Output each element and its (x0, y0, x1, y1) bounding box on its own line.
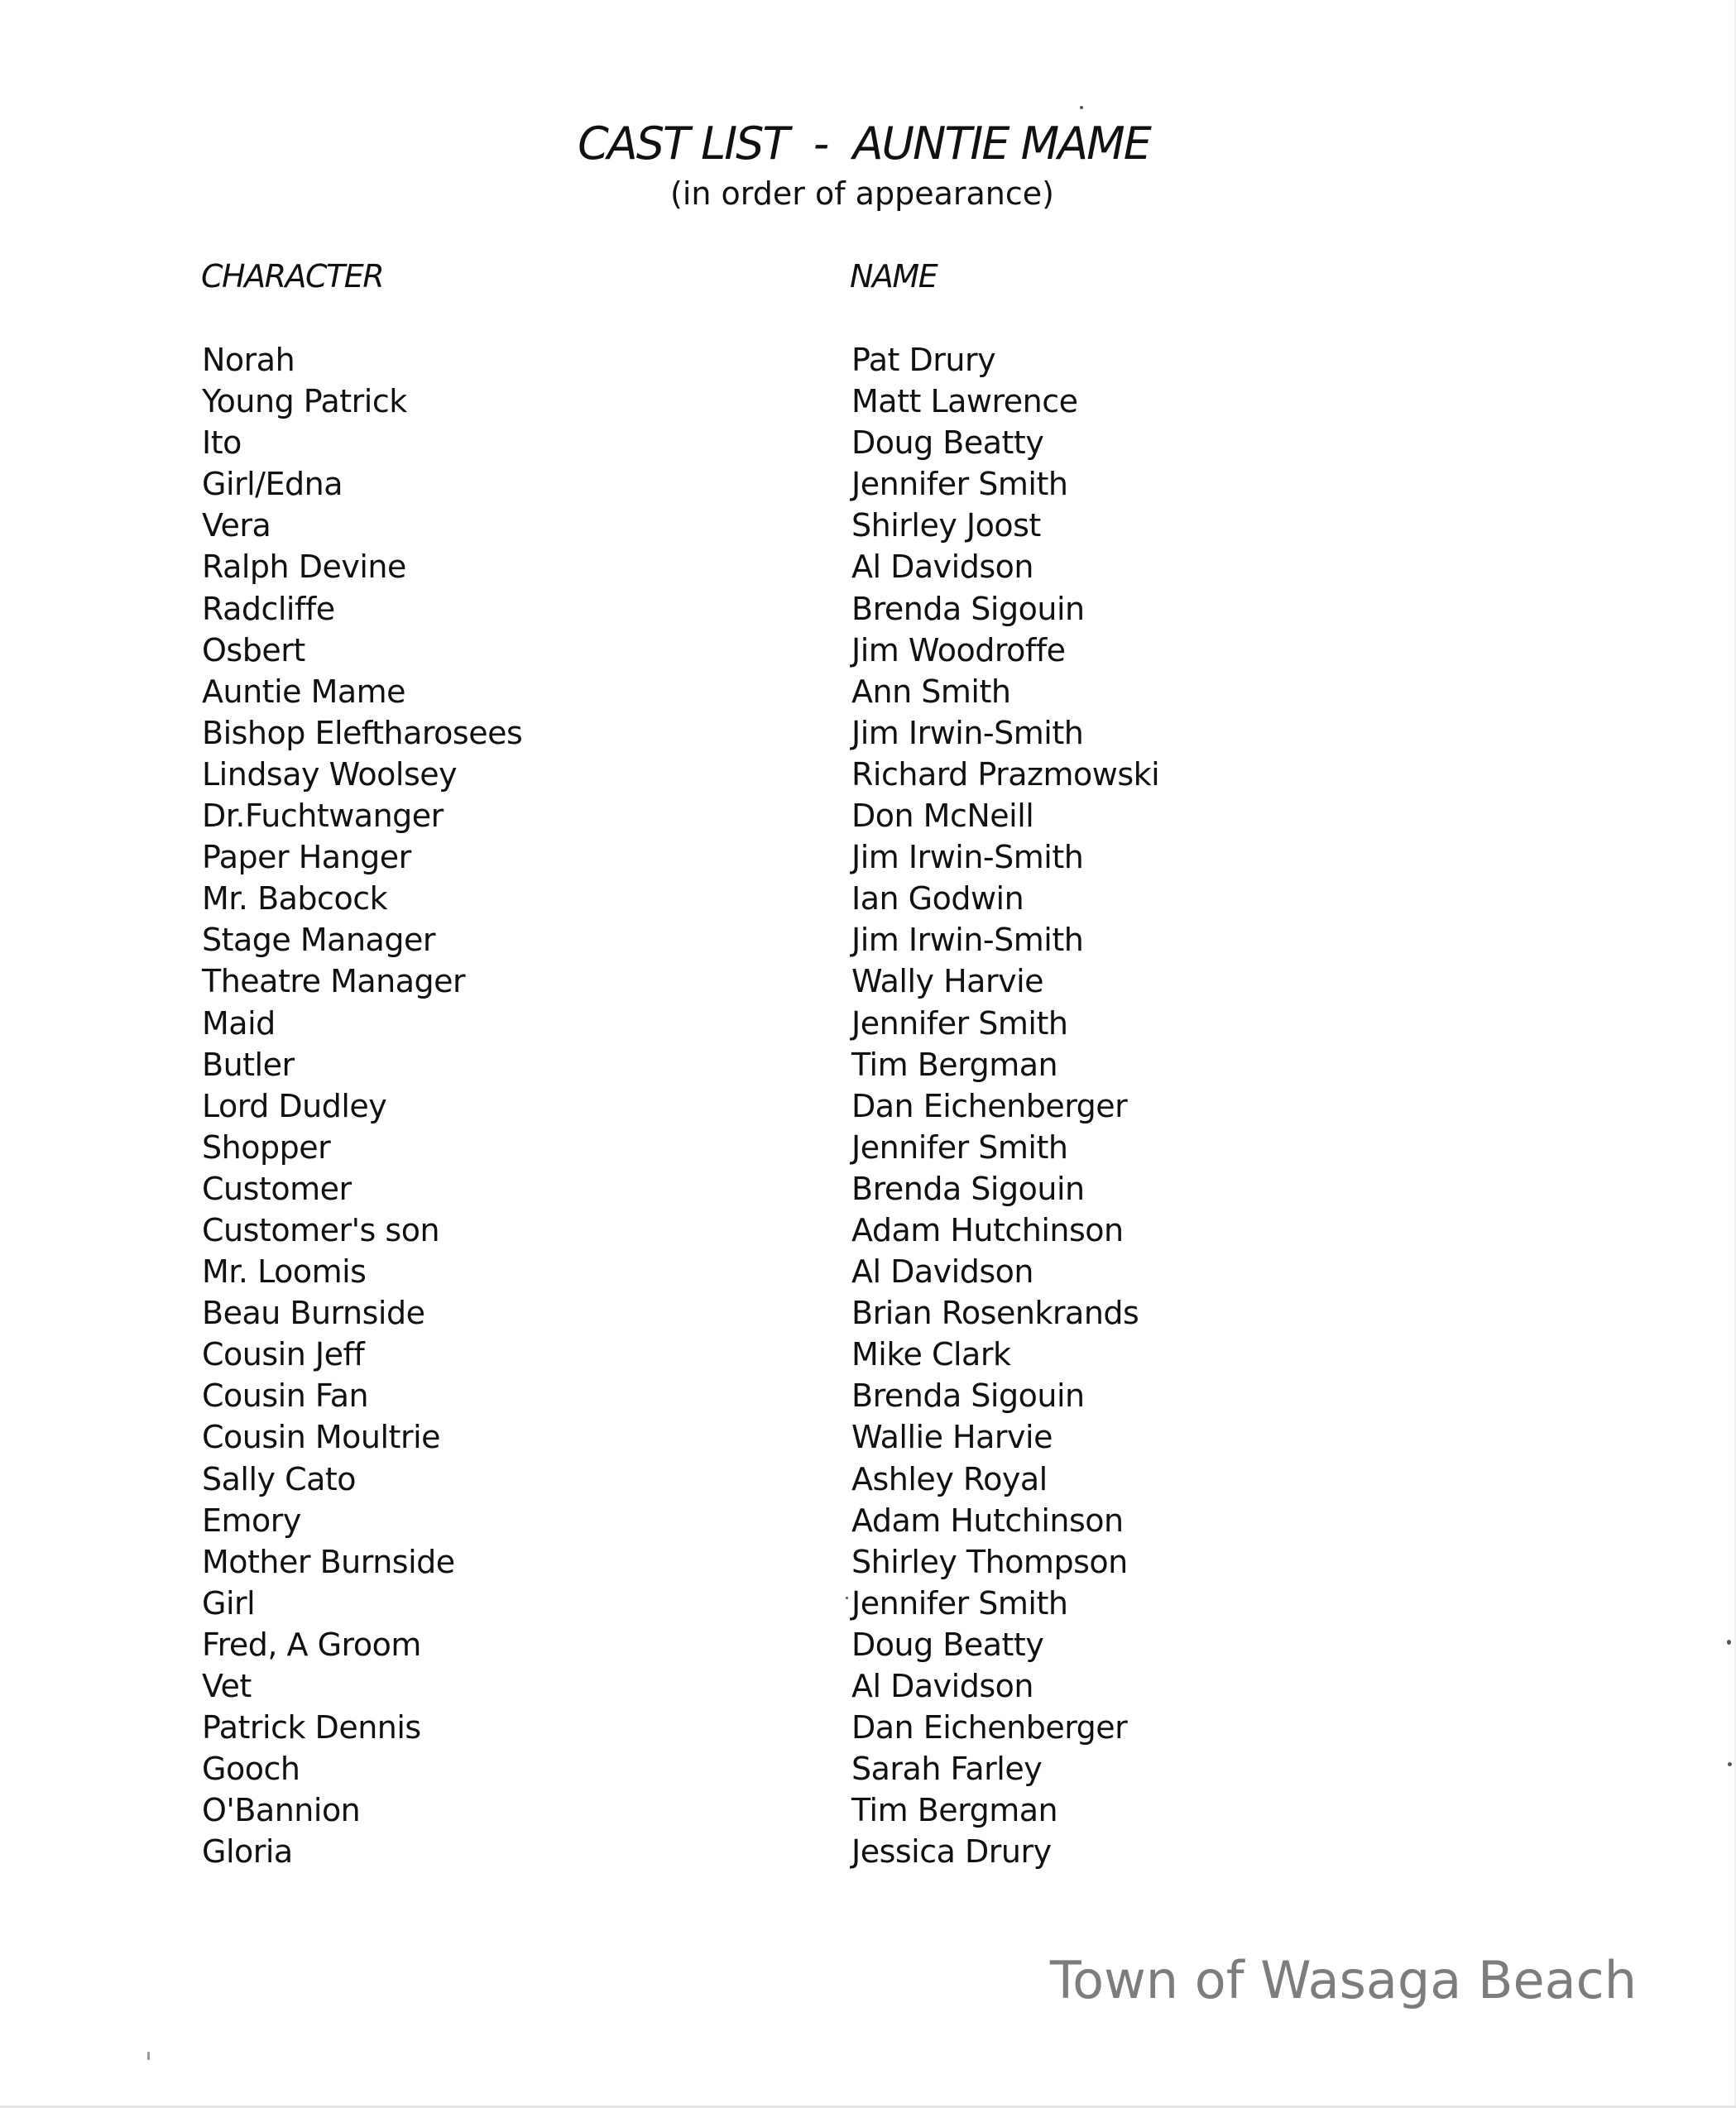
cast-actor-name: Al Davidson (851, 1668, 1033, 1704)
cast-actor-name: Jennifer Smith (851, 1004, 1068, 1042)
cast-actor-name: Jim Irwin-Smith (851, 714, 1084, 751)
cast-actor-name: Ian Godwin (851, 880, 1024, 917)
cast-actor-name: Adam Hutchinson (851, 1502, 1124, 1539)
cast-character: Emory (202, 1502, 301, 1539)
cast-character: Beau Burnside (202, 1295, 425, 1332)
cast-actor-name: Jim Irwin-Smith (851, 922, 1084, 959)
cast-character: Vera (202, 507, 271, 544)
cast-actor-name: Sarah Farley (851, 1751, 1043, 1788)
scan-speck (1728, 1762, 1732, 1766)
cast-character: Young Patrick (202, 383, 407, 420)
cast-actor-name: Al Davidson (851, 1253, 1033, 1291)
cast-character: Stage Manager (202, 922, 435, 959)
cast-character: Norah (202, 342, 295, 378)
cast-actor-name: Doug Beatty (851, 1626, 1044, 1663)
scan-speck (1080, 106, 1083, 109)
cast-character: Cousin Fan (202, 1377, 369, 1415)
cast-actor-name: Mike Clark (851, 1336, 1011, 1373)
cast-actor-name: Dan Eichenberger (851, 1709, 1128, 1746)
cast-actor-name: Shirley Thompson (851, 1543, 1128, 1580)
cast-character: Patrick Dennis (202, 1709, 421, 1746)
name-column-header: NAME (850, 258, 938, 295)
cast-actor-name: Tim Bergman (851, 1046, 1058, 1083)
cast-actor-name: Jessica Drury (851, 1833, 1052, 1871)
cast-actor-name: Wallie Harvie (851, 1419, 1053, 1456)
cast-character: Ito (202, 424, 242, 462)
cast-character: Butler (202, 1046, 295, 1083)
cast-actor-name: Don McNeill (851, 798, 1034, 835)
cast-character: Sally Cato (202, 1460, 357, 1497)
cast-actor-name: Ashley Royal (851, 1460, 1048, 1497)
cast-actor-name: Brenda Sigouin (851, 1377, 1085, 1415)
cast-character: Customer (202, 1170, 352, 1207)
cast-character: Ralph Devine (202, 549, 406, 586)
cast-actor-name: Brian Rosenkrands (851, 1295, 1139, 1332)
cast-character: Mr. Babcock (202, 880, 388, 917)
cast-character: Mother Burnside (202, 1543, 455, 1580)
cast-character: Gooch (202, 1751, 300, 1788)
cast-character: Mr. Loomis (202, 1253, 367, 1291)
cast-actor-name: Al Davidson (851, 549, 1033, 586)
cast-character: Bishop Eleftharosees (202, 714, 523, 751)
cast-character: Lindsay Woolsey (202, 755, 458, 793)
cast-actor-name: Shirley Joost (851, 507, 1041, 544)
scan-speck (147, 2052, 150, 2060)
cast-actor-name: Wally Harvie (851, 963, 1044, 1000)
document-subtitle: (in order of appearance) (670, 175, 1054, 212)
document-title: CAST LIST - AUNTIE MAME (578, 117, 1150, 170)
cast-actor-name: Matt Lawrence (851, 383, 1078, 420)
cast-actor-name: Dan Eichenberger (851, 1087, 1128, 1124)
scan-speck (1727, 1640, 1731, 1645)
cast-actor-name: Tim Bergman (851, 1792, 1058, 1829)
cast-actor-name: Doug Beatty (851, 424, 1044, 462)
watermark-text: Town of Wasaga Beach (1049, 1950, 1637, 2010)
cast-character: Maid (202, 1004, 276, 1042)
cast-character: Shopper (202, 1128, 331, 1166)
cast-actor-name: Jim Woodroffe (851, 631, 1066, 668)
cast-character: Girl (202, 1584, 256, 1622)
cast-actor-name: Jennifer Smith (851, 1584, 1068, 1622)
cast-character: Cousin Moultrie (202, 1419, 441, 1456)
cast-actor-name: Brenda Sigouin (851, 1170, 1085, 1207)
cast-character: Paper Hanger (202, 839, 411, 876)
cast-character: Cousin Jeff (202, 1336, 365, 1373)
cast-actor-name: Adam Hutchinson (851, 1211, 1124, 1248)
cast-actor-name: Brenda Sigouin (851, 590, 1085, 627)
cast-character: Dr.Fuchtwanger (202, 798, 444, 835)
character-column-header: CHARACTER (201, 258, 384, 295)
cast-character: Theatre Manager (202, 963, 466, 1000)
cast-character: Radcliffe (202, 590, 335, 627)
cast-character: Customer's son (202, 1211, 440, 1248)
cast-character: O'Bannion (202, 1792, 361, 1829)
cast-character: Girl/Edna (202, 466, 343, 503)
cast-character: Osbert (202, 631, 305, 668)
cast-actor-name: Richard Prazmowski (851, 755, 1160, 793)
cast-actor-name: Jennifer Smith (851, 466, 1068, 503)
cast-character: Vet (202, 1668, 252, 1704)
cast-character: Gloria (202, 1833, 293, 1871)
cast-actor-name: Jim Irwin-Smith (851, 839, 1084, 876)
character-list (202, 339, 522, 1872)
cast-character: Auntie Mame (202, 673, 406, 710)
cast-character: Lord Dudley (202, 1087, 387, 1124)
cast-actor-name: Ann Smith (851, 673, 1011, 710)
cast-actor-name: Jennifer Smith (851, 1128, 1068, 1166)
scan-speck (846, 1597, 848, 1599)
actor-name-list (851, 339, 1159, 1872)
cast-actor-name: Pat Drury (851, 342, 996, 378)
cast-character: Fred, A Groom (202, 1626, 421, 1663)
